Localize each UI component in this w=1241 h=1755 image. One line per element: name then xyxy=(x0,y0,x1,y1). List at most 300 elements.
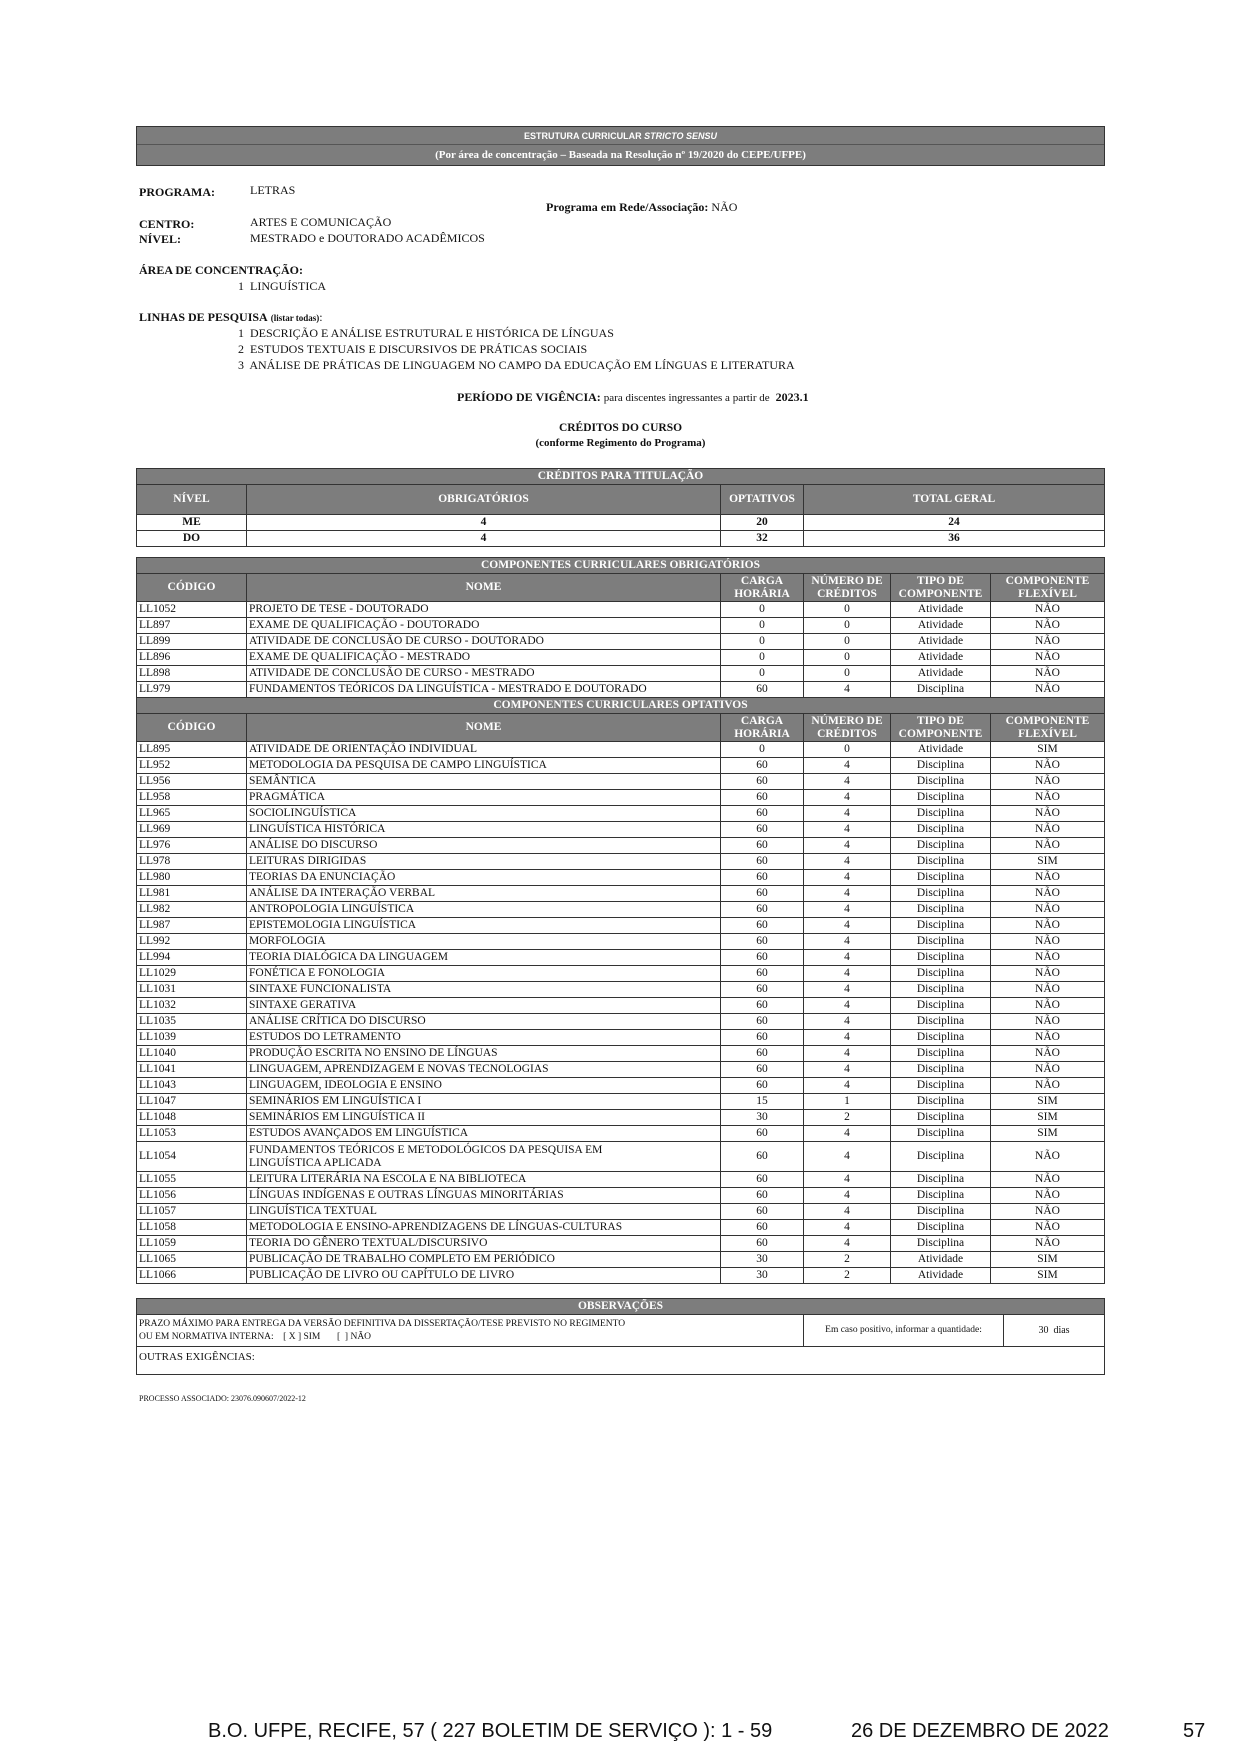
cell-flexivel: NÃO xyxy=(991,618,1105,634)
cell-creditos: 4 xyxy=(804,966,891,982)
nivel-value: MESTRADO e DOUTORADO ACADÊMICOS xyxy=(250,231,485,245)
cell-flexivel: NÃO xyxy=(991,1142,1105,1172)
cell-creditos: 4 xyxy=(804,870,891,886)
cell-creditos: 2 xyxy=(804,1252,891,1268)
cell-tipo: Atividade xyxy=(891,650,991,666)
cell-creditos: 2 xyxy=(804,1110,891,1126)
cell-codigo: LL1031 xyxy=(137,982,247,998)
footer-bulletin: B.O. UFPE, RECIFE, 57 ( 227 BOLETIM DE SERVIÇO ): 1 - 59 xyxy=(208,1720,773,1742)
col-header-obrigatorios: OBRIGATÓRIOS xyxy=(247,485,721,515)
area-label: ÁREA DE CONCENTRAÇÃO: xyxy=(139,263,304,277)
col-header-numero-creditos-line1: NÚMERO DE xyxy=(811,714,883,727)
linha-item: 3 ANÁLISE DE PRÁTICAS DE LINGUAGEM NO CAMPO DA EDUCAÇÃO EM LÍNGUAS E LITERATURA xyxy=(238,358,795,372)
table-row xyxy=(137,902,1105,918)
col-header-tipo-componente xyxy=(891,574,991,602)
cell-codigo: LL969 xyxy=(137,822,247,838)
cell-nome: SEMINÁRIOS EM LINGUÍSTICA II xyxy=(247,1110,721,1126)
cell-creditos: 4 xyxy=(804,682,891,698)
cell-tipo: Disciplina xyxy=(891,1030,991,1046)
cell-tipo: Disciplina xyxy=(891,918,991,934)
cell-codigo: LL899 xyxy=(137,634,247,650)
cell-creditos: 4 xyxy=(804,1172,891,1188)
cell-codigo: LL896 xyxy=(137,650,247,666)
table-row xyxy=(137,1094,1105,1110)
col-header-numero-creditos-line2: CRÉDITOS xyxy=(817,727,877,740)
cell-tipo: Disciplina xyxy=(891,998,991,1014)
cell-codigo: LL1035 xyxy=(137,1014,247,1030)
cell-nome: FUNDAMENTOS TEÓRICOS DA LINGUÍSTICA - MESTRADO E DOUTORADO xyxy=(247,682,721,698)
cell-creditos: 4 xyxy=(804,998,891,1014)
cell-flexivel: NÃO xyxy=(991,806,1105,822)
cell-codigo: LL1059 xyxy=(137,1236,247,1252)
cell-codigo: LL987 xyxy=(137,918,247,934)
col-header-numero-creditos-line1: NÚMERO DE xyxy=(811,574,883,587)
cell-flexivel: NÃO xyxy=(991,1172,1105,1188)
cell-nome: PROJETO DE TESE - DOUTORADO xyxy=(247,602,721,618)
cell-carga-horaria: 60 xyxy=(721,870,804,886)
cell-nome: SEMINÁRIOS EM LINGUÍSTICA I xyxy=(247,1094,721,1110)
col-header-optativos: OPTATIVOS xyxy=(721,485,804,515)
prazo-cell xyxy=(137,1315,804,1347)
cell-nome: FONÉTICA E FONOLOGIA xyxy=(247,966,721,982)
cell-codigo: LL1039 xyxy=(137,1030,247,1046)
cell-codigo: LL976 xyxy=(137,838,247,854)
prazo-text: PRAZO MÁXIMO PARA ENTREGA DA VERSÃO DEFINITIVA DA DISSERTAÇÃO/TESE PREVISTO NO REGIMENTO xyxy=(139,1318,626,1329)
cell-tipo: Atividade xyxy=(891,742,991,758)
col-header-numero-creditos xyxy=(804,574,891,602)
table-row xyxy=(137,982,1105,998)
cell-nome: ANÁLISE CRÍTICA DO DISCURSO xyxy=(247,1014,721,1030)
table-row xyxy=(137,1046,1105,1062)
creditos-subtitle: (conforme Regimento do Programa) xyxy=(535,437,706,449)
cell-codigo: LL958 xyxy=(137,790,247,806)
cell-codigo: LL1032 xyxy=(137,998,247,1014)
cell-obrigatorios: 4 xyxy=(247,531,721,547)
cell-codigo: LL1040 xyxy=(137,1046,247,1062)
cell-codigo: LL952 xyxy=(137,758,247,774)
cell-carga-horaria: 0 xyxy=(721,602,804,618)
cell-nome: METODOLOGIA DA PESQUISA DE CAMPO LINGUÍSTICA xyxy=(247,758,721,774)
cell-nome: PUBLICAÇÃO DE LIVRO OU CAPÍTULO DE LIVRO xyxy=(247,1268,721,1284)
cell-nome: LEITURA LITERÁRIA NA ESCOLA E NA BIBLIOTECA xyxy=(247,1172,721,1188)
cell-tipo: Disciplina xyxy=(891,1126,991,1142)
col-header-carga-horaria-line1: CARGA xyxy=(740,714,784,727)
linha-item: 1 DESCRIÇÃO E ANÁLISE ESTRUTURAL E HISTÓRICA DE LÍNGUAS xyxy=(238,326,614,340)
document-header xyxy=(136,126,1105,166)
table-row xyxy=(137,682,1105,698)
cell-tipo: Disciplina xyxy=(891,1172,991,1188)
cell-carga-horaria: 60 xyxy=(721,966,804,982)
cell-carga-horaria: 60 xyxy=(721,950,804,966)
vigencia-field: PERÍODO DE VIGÊNCIA: para discentes ingressantes a partir de 2023.1 xyxy=(457,390,809,404)
table-row xyxy=(137,854,1105,870)
cell-total: 24 xyxy=(804,515,1105,531)
cell-carga-horaria: 60 xyxy=(721,854,804,870)
cell-creditos: 4 xyxy=(804,1236,891,1252)
cell-flexivel: NÃO xyxy=(991,790,1105,806)
cell-carga-horaria: 60 xyxy=(721,790,804,806)
cell-carga-horaria: 60 xyxy=(721,1062,804,1078)
cell-carga-horaria: 60 xyxy=(721,886,804,902)
cell-tipo: Disciplina xyxy=(891,950,991,966)
cell-creditos: 0 xyxy=(804,742,891,758)
cell-carga-horaria: 60 xyxy=(721,982,804,998)
cell-nivel: DO xyxy=(137,531,247,547)
cell-flexivel: NÃO xyxy=(991,758,1105,774)
cell-carga-horaria: 60 xyxy=(721,934,804,950)
cell-nome: ATIVIDADE DE CONCLUSÃO DE CURSO - DOUTORADO xyxy=(247,634,721,650)
cell-creditos: 4 xyxy=(804,982,891,998)
table-row xyxy=(137,666,1105,682)
cell-flexivel: NÃO xyxy=(991,998,1105,1014)
cell-carga-horaria: 60 xyxy=(721,1078,804,1094)
cell-creditos: 4 xyxy=(804,774,891,790)
cell-nome: ATIVIDADE DE ORIENTAÇÃO INDIVIDUAL xyxy=(247,742,721,758)
cell-tipo: Disciplina xyxy=(891,902,991,918)
cell-tipo: Disciplina xyxy=(891,1078,991,1094)
cell-creditos: 4 xyxy=(804,758,891,774)
cell-carga-horaria: 0 xyxy=(721,666,804,682)
cell-creditos: 0 xyxy=(804,634,891,650)
cell-creditos: 4 xyxy=(804,1126,891,1142)
cell-creditos: 4 xyxy=(804,934,891,950)
cell-nome: MORFOLOGIA xyxy=(247,934,721,950)
cell-tipo: Disciplina xyxy=(891,1204,991,1220)
col-header-nivel: NÍVEL xyxy=(137,485,247,515)
header-title: ESTRUTURA CURRICULAR STRICTO SENSU xyxy=(137,127,1104,145)
cell-carga-horaria: 60 xyxy=(721,1046,804,1062)
cell-flexivel: SIM xyxy=(991,1268,1105,1284)
cell-codigo: LL1047 xyxy=(137,1094,247,1110)
cell-creditos: 4 xyxy=(804,1188,891,1204)
cell-obrigatorios: 4 xyxy=(247,515,721,531)
cell-creditos: 1 xyxy=(804,1094,891,1110)
cell-flexivel: NÃO xyxy=(991,918,1105,934)
area-item: 1 LINGUÍSTICA xyxy=(238,279,326,293)
caso-label: Em caso positivo, informar a quantidade: xyxy=(804,1315,1004,1347)
table-row xyxy=(137,634,1105,650)
cell-flexivel: NÃO xyxy=(991,650,1105,666)
cell-carga-horaria: 60 xyxy=(721,1204,804,1220)
cell-nome: ANÁLISE DA INTERAÇÃO VERBAL xyxy=(247,886,721,902)
cell-carga-horaria: 60 xyxy=(721,902,804,918)
cell-nome: FUNDAMENTOS TEÓRICOS E METODOLÓGICOS DA PESQUISA EM LINGUÍSTICA APLICADA xyxy=(247,1142,721,1172)
table-row xyxy=(137,918,1105,934)
componentes-table xyxy=(136,557,1105,1284)
table-row xyxy=(137,1236,1105,1252)
cell-nome: EXAME DE QUALIFICAÇÃO - MESTRADO xyxy=(247,650,721,666)
cell-tipo: Disciplina xyxy=(891,854,991,870)
cell-nome: LÍNGUAS INDÍGENAS E OUTRAS LÍNGUAS MINORITÁRIAS xyxy=(247,1188,721,1204)
cell-tipo: Disciplina xyxy=(891,934,991,950)
cell-tipo: Disciplina xyxy=(891,1014,991,1030)
cell-codigo: LL1058 xyxy=(137,1220,247,1236)
table-row xyxy=(137,1188,1105,1204)
col-header-numero-creditos-line2: CRÉDITOS xyxy=(817,587,877,600)
outras-exigencias: OUTRAS EXIGÊNCIAS: xyxy=(137,1347,1105,1375)
cell-codigo: LL1041 xyxy=(137,1062,247,1078)
table-row xyxy=(137,950,1105,966)
cell-tipo: Disciplina xyxy=(891,806,991,822)
cell-nome: PUBLICAÇÃO DE TRABALHO COMPLETO EM PERIÓDICO xyxy=(247,1252,721,1268)
cell-nome: LINGUAGEM, IDEOLOGIA E ENSINO xyxy=(247,1078,721,1094)
table-row xyxy=(137,1014,1105,1030)
cell-nome: LINGUAGEM, APRENDIZAGEM E NOVAS TECNOLOGIAS xyxy=(247,1062,721,1078)
cell-carga-horaria: 60 xyxy=(721,1126,804,1142)
cell-flexivel: NÃO xyxy=(991,1062,1105,1078)
cell-flexivel: NÃO xyxy=(991,934,1105,950)
cell-flexivel: NÃO xyxy=(991,666,1105,682)
table-row xyxy=(137,838,1105,854)
cell-flexivel: NÃO xyxy=(991,902,1105,918)
cell-codigo: LL1048 xyxy=(137,1110,247,1126)
cell-creditos: 2 xyxy=(804,1268,891,1284)
cell-codigo: LL897 xyxy=(137,618,247,634)
observacoes-table xyxy=(136,1298,1105,1375)
cell-codigo: LL898 xyxy=(137,666,247,682)
processo-associado: PROCESSO ASSOCIADO: 23076.090607/2022-12 xyxy=(139,1394,306,1403)
col-header-total: TOTAL GERAL xyxy=(804,485,1105,515)
cell-creditos: 4 xyxy=(804,1204,891,1220)
programa-label: PROGRAMA: xyxy=(139,185,215,199)
cell-flexivel: SIM xyxy=(991,742,1105,758)
table-row xyxy=(137,1142,1105,1172)
cell-nome: SOCIOLINGUÍSTICA xyxy=(247,806,721,822)
col-header-tipo-componente-line1: TIPO DE xyxy=(917,714,964,727)
col-header-componente-flexivel-line2: FLEXÍVEL xyxy=(1018,587,1077,600)
cell-flexivel: SIM xyxy=(991,1094,1105,1110)
table-row xyxy=(137,1126,1105,1142)
caso-value: 30 dias xyxy=(1004,1315,1105,1347)
col-header-carga-horaria-line2: HORÁRIA xyxy=(734,587,790,600)
cell-flexivel: NÃO xyxy=(991,870,1105,886)
table-row xyxy=(137,822,1105,838)
cell-flexivel: NÃO xyxy=(991,1204,1105,1220)
cell-tipo: Atividade xyxy=(891,1252,991,1268)
header-subtitle: (Por área de concentração – Baseada na Resolução nº 19/2020 do CEPE/UFPE) xyxy=(435,149,806,161)
cell-nivel: ME xyxy=(137,515,247,531)
column-header-row xyxy=(137,714,1105,742)
cell-flexivel: NÃO xyxy=(991,1014,1105,1030)
cell-tipo: Disciplina xyxy=(891,1236,991,1252)
cell-flexivel: NÃO xyxy=(991,1078,1105,1094)
cell-flexivel: SIM xyxy=(991,1126,1105,1142)
cell-carga-horaria: 30 xyxy=(721,1252,804,1268)
cell-nome: PRODUÇÃO ESCRITA NO ENSINO DE LÍNGUAS xyxy=(247,1046,721,1062)
table-row xyxy=(137,790,1105,806)
cell-tipo: Disciplina xyxy=(891,838,991,854)
cell-codigo: LL1054 xyxy=(137,1142,247,1172)
table-row xyxy=(137,531,1105,547)
cell-tipo: Disciplina xyxy=(891,682,991,698)
cell-tipo: Atividade xyxy=(891,634,991,650)
table-row xyxy=(137,602,1105,618)
cell-creditos: 4 xyxy=(804,838,891,854)
col-header-componente-flexivel xyxy=(991,714,1105,742)
col-header-codigo: CÓDIGO xyxy=(137,714,247,742)
cell-nome: PRAGMÁTICA xyxy=(247,790,721,806)
cell-codigo: LL980 xyxy=(137,870,247,886)
table-row xyxy=(137,515,1105,531)
col-header-carga-horaria xyxy=(721,714,804,742)
cell-tipo: Disciplina xyxy=(891,966,991,982)
cell-nome: ESTUDOS AVANÇADOS EM LINGUÍSTICA xyxy=(247,1126,721,1142)
cell-creditos: 4 xyxy=(804,1046,891,1062)
section-title: COMPONENTES CURRICULARES OBRIGATÓRIOS xyxy=(137,558,1105,574)
nivel-label: NÍVEL: xyxy=(139,232,182,246)
table-row xyxy=(137,1204,1105,1220)
table-row xyxy=(137,758,1105,774)
cell-carga-horaria: 60 xyxy=(721,1030,804,1046)
column-header-row xyxy=(137,574,1105,602)
linha-item: 2 ESTUDOS TEXTUAIS E DISCURSIVOS DE PRÁTICAS SOCIAIS xyxy=(238,342,588,356)
cell-codigo: LL1052 xyxy=(137,602,247,618)
col-header-tipo-componente-line1: TIPO DE xyxy=(917,574,964,587)
table-row xyxy=(137,934,1105,950)
cell-flexivel: NÃO xyxy=(991,1236,1105,1252)
cell-flexivel: NÃO xyxy=(991,634,1105,650)
cell-creditos: 4 xyxy=(804,1014,891,1030)
cell-flexivel: NÃO xyxy=(991,822,1105,838)
observacoes-title: OBSERVAÇÕES xyxy=(137,1299,1105,1315)
cell-codigo: LL1057 xyxy=(137,1204,247,1220)
cell-carga-horaria: 60 xyxy=(721,998,804,1014)
cell-tipo: Disciplina xyxy=(891,1142,991,1172)
cell-creditos: 4 xyxy=(804,1078,891,1094)
cell-tipo: Disciplina xyxy=(891,822,991,838)
cell-creditos: 4 xyxy=(804,1030,891,1046)
cell-flexivel: NÃO xyxy=(991,950,1105,966)
cell-tipo: Disciplina xyxy=(891,982,991,998)
cell-tipo: Disciplina xyxy=(891,1094,991,1110)
cell-flexivel: NÃO xyxy=(991,838,1105,854)
cell-carga-horaria: 60 xyxy=(721,918,804,934)
cell-carga-horaria: 60 xyxy=(721,682,804,698)
centro-value: ARTES E COMUNICAÇÃO xyxy=(250,215,392,229)
cell-creditos: 0 xyxy=(804,650,891,666)
cell-flexivel: NÃO xyxy=(991,966,1105,982)
table-row xyxy=(137,966,1105,982)
cell-creditos: 0 xyxy=(804,618,891,634)
table-row xyxy=(137,870,1105,886)
cell-codigo: LL994 xyxy=(137,950,247,966)
cell-nome: SINTAXE GERATIVA xyxy=(247,998,721,1014)
cell-codigo: LL895 xyxy=(137,742,247,758)
cell-codigo: LL1065 xyxy=(137,1252,247,1268)
centro-label: CENTRO: xyxy=(139,217,195,231)
cell-tipo: Disciplina xyxy=(891,1110,991,1126)
cell-codigo: LL956 xyxy=(137,774,247,790)
cell-creditos: 4 xyxy=(804,1220,891,1236)
creditos-table xyxy=(136,468,1105,547)
section-title: COMPONENTES CURRICULARES OPTATIVOS xyxy=(137,698,1105,714)
cell-carga-horaria: 0 xyxy=(721,650,804,666)
col-header-tipo-componente-line2: COMPONENTE xyxy=(898,727,983,740)
cell-optativos: 20 xyxy=(721,515,804,531)
cell-flexivel: SIM xyxy=(991,1110,1105,1126)
table-row xyxy=(137,1172,1105,1188)
cell-codigo: LL965 xyxy=(137,806,247,822)
table-row xyxy=(137,1110,1105,1126)
col-header-tipo-componente xyxy=(891,714,991,742)
cell-creditos: 4 xyxy=(804,950,891,966)
cell-creditos: 4 xyxy=(804,1062,891,1078)
cell-creditos: 0 xyxy=(804,666,891,682)
cell-carga-horaria: 30 xyxy=(721,1268,804,1284)
cell-flexivel: NÃO xyxy=(991,1220,1105,1236)
cell-carga-horaria: 30 xyxy=(721,1110,804,1126)
cell-carga-horaria: 0 xyxy=(721,618,804,634)
cell-creditos: 4 xyxy=(804,1142,891,1172)
cell-flexivel: SIM xyxy=(991,1252,1105,1268)
table-row xyxy=(137,1220,1105,1236)
table-row xyxy=(137,774,1105,790)
creditos-title: CRÉDITOS DO CURSO xyxy=(558,422,683,434)
cell-creditos: 4 xyxy=(804,790,891,806)
table-row xyxy=(137,998,1105,1014)
cell-tipo: Disciplina xyxy=(891,1062,991,1078)
cell-carga-horaria: 0 xyxy=(721,634,804,650)
cell-nome: ANTROPOLOGIA LINGUÍSTICA xyxy=(247,902,721,918)
col-header-carga-horaria-line1: CARGA xyxy=(740,574,784,587)
programa-value: LETRAS xyxy=(250,183,296,197)
col-header-componente-flexivel-line1: COMPONENTE xyxy=(1005,574,1090,587)
col-header-nome: NOME xyxy=(247,574,721,602)
cell-carga-horaria: 60 xyxy=(721,838,804,854)
cell-optativos: 32 xyxy=(721,531,804,547)
cell-creditos: 4 xyxy=(804,902,891,918)
cell-flexivel: SIM xyxy=(991,854,1105,870)
table-row xyxy=(137,1078,1105,1094)
cell-codigo: LL1056 xyxy=(137,1188,247,1204)
creditos-table-title: CRÉDITOS PARA TITULAÇÃO xyxy=(137,469,1105,485)
cell-carga-horaria: 60 xyxy=(721,1172,804,1188)
cell-tipo: Disciplina xyxy=(891,774,991,790)
cell-creditos: 4 xyxy=(804,918,891,934)
cell-tipo: Atividade xyxy=(891,618,991,634)
table-row xyxy=(137,618,1105,634)
rede-field: Programa em Rede/Associação: NÃO xyxy=(546,200,738,214)
cell-nome: TEORIAS DA ENUNCIAÇÃO xyxy=(247,870,721,886)
cell-tipo: Disciplina xyxy=(891,1046,991,1062)
cell-nome: METODOLOGIA E ENSINO-APRENDIZAGENS DE LÍNGUAS-CULTURAS xyxy=(247,1220,721,1236)
cell-carga-horaria: 15 xyxy=(721,1094,804,1110)
cell-codigo: LL1066 xyxy=(137,1268,247,1284)
cell-nome: EPISTEMOLOGIA LINGUÍSTICA xyxy=(247,918,721,934)
cell-codigo: LL1043 xyxy=(137,1078,247,1094)
cell-nome: EXAME DE QUALIFICAÇÃO - DOUTORADO xyxy=(247,618,721,634)
cell-creditos: 4 xyxy=(804,806,891,822)
cell-tipo: Disciplina xyxy=(891,886,991,902)
footer-date: 26 DE DEZEMBRO DE 2022 xyxy=(851,1720,1109,1742)
cell-flexivel: NÃO xyxy=(991,886,1105,902)
cell-carga-horaria: 60 xyxy=(721,1236,804,1252)
cell-flexivel: NÃO xyxy=(991,982,1105,998)
cell-carga-horaria: 60 xyxy=(721,1014,804,1030)
col-header-carga-horaria xyxy=(721,574,804,602)
cell-carga-horaria: 60 xyxy=(721,806,804,822)
cell-codigo: LL992 xyxy=(137,934,247,950)
table-row xyxy=(137,1062,1105,1078)
cell-flexivel: NÃO xyxy=(991,682,1105,698)
table-row xyxy=(137,886,1105,902)
cell-nome: LINGUÍSTICA TEXTUAL xyxy=(247,1204,721,1220)
cell-flexivel: NÃO xyxy=(991,1046,1105,1062)
cell-flexivel: NÃO xyxy=(991,1188,1105,1204)
cell-carga-horaria: 0 xyxy=(721,742,804,758)
cell-codigo: LL981 xyxy=(137,886,247,902)
cell-carga-horaria: 60 xyxy=(721,774,804,790)
